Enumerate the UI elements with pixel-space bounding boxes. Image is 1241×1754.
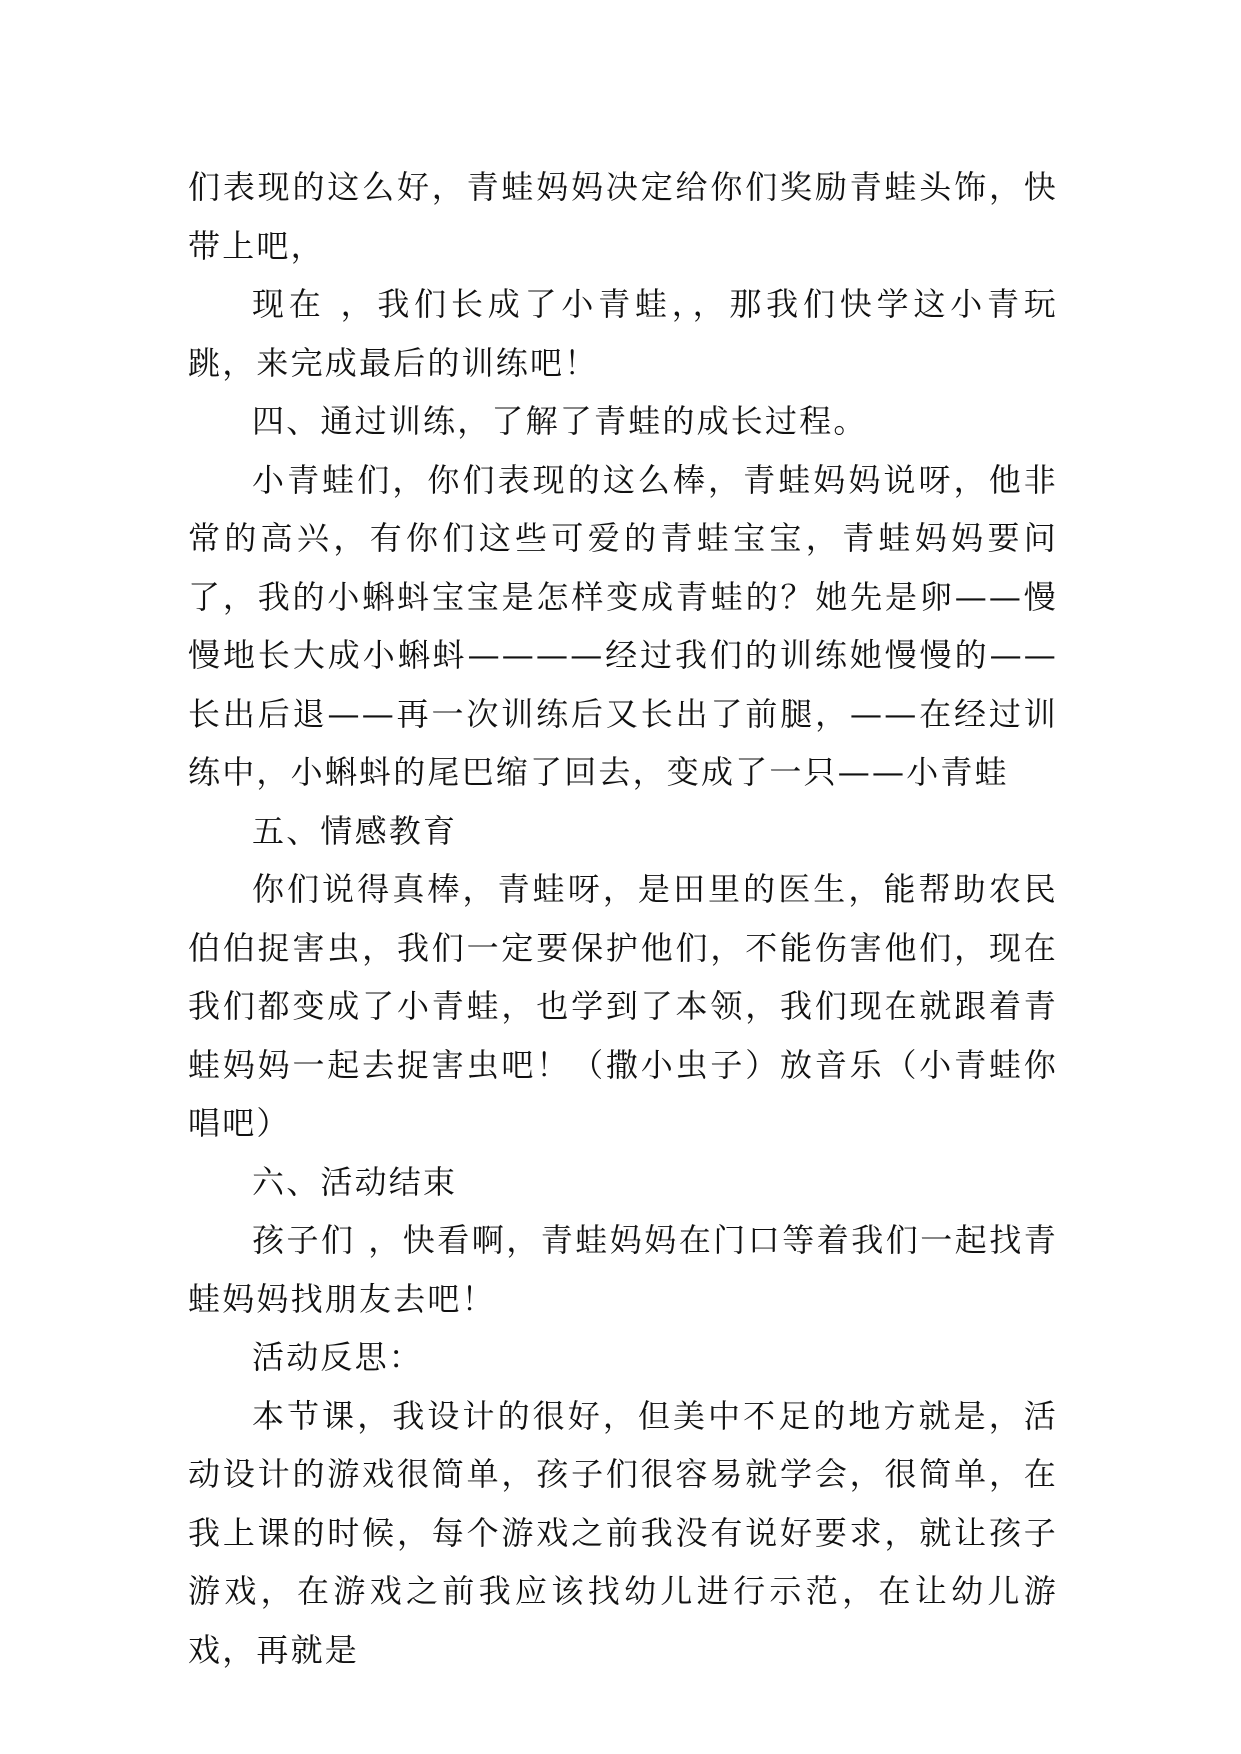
paragraph: 你们说得真棒，青蛙呀，是田里的医生，能帮助农民伯伯捉害虫，我们一定要保护他们，不能伤害他们，现在我们都变成了小青蛙，也学到了本领，我们现在就跟着青蛙妈妈一起去捉害虫吧！（撒小虫子）放音乐（小青蛙你唱吧）	[188, 870, 1058, 1142]
paragraph: 孩子们 ，快看啊，青蛙妈妈在门口等着我们一起找青蛙妈妈找朋友去吧！	[188, 1221, 1058, 1318]
paragraph: 们表现的这么好，青蛙妈妈决定给你们奖励青蛙头饰，快带上吧，	[188, 168, 1058, 265]
section-heading: 四、通过训练，了解了青蛙的成长过程。	[252, 402, 868, 440]
section-heading: 五、情感教育	[252, 811, 458, 850]
paragraph: 现在 ，我们长成了小青蛙，，那我们快学这小青玩跳，来完成最后的训练吧！	[188, 285, 1058, 382]
section-heading: 活动反思：	[252, 1338, 424, 1376]
paragraph: 小青蛙们，你们表现的这么棒，青蛙妈妈说呀，他非常的高兴，有你们这些可爱的青蛙宝宝，青蛙妈妈要问了，我的小蝌蚪宝宝是怎样变成青蛙的？她先是卵——慢慢地长大成小蝌蚪————经过我们的训练她慢慢的——长出后退——再一次训练后又长出了前腿，——在经过训练中，小蝌蚪的尾巴缩了回去，变成了一只——小青蛙	[188, 460, 1058, 791]
paragraph: 本节课，我设计的很好，但美中不足的地方就是，活动设计的游戏很简单，孩子们很容易就学会，很简单，在我上课的时候，每个游戏之前我没有说好要求，就让孩子游戏，在游戏之前我应该找幼儿进行示范，在让幼儿游戏，再就是	[188, 1396, 1058, 1669]
document-body	[188, 158, 1058, 1679]
section-heading: 六、活动结束	[252, 1162, 458, 1201]
